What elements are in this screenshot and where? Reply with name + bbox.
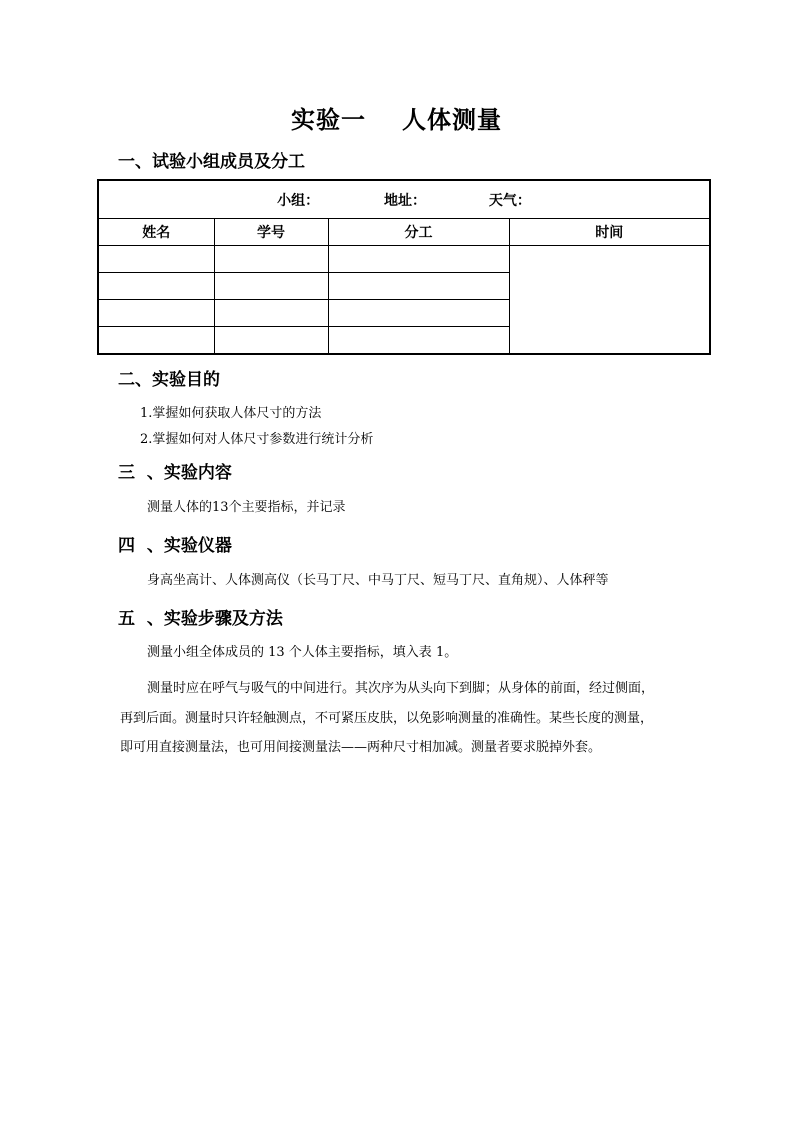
address-label: 地址： bbox=[384, 192, 426, 209]
header-division: 分工 bbox=[328, 219, 509, 246]
header-time: 时间 bbox=[509, 219, 710, 246]
header-student-id: 学号 bbox=[214, 219, 328, 246]
table-cell[interactable] bbox=[214, 327, 328, 355]
table-cell[interactable] bbox=[214, 300, 328, 327]
table-cell[interactable] bbox=[98, 327, 214, 355]
table-cell[interactable] bbox=[98, 300, 214, 327]
group-table bbox=[97, 179, 711, 355]
title-part2: 人体测量 bbox=[402, 106, 502, 134]
weather-label: 天气： bbox=[488, 192, 531, 209]
steps-paragraph-2-line-1: 测量时应在呼气与吸气的中间进行。其次序为从头向下到脚；从身体的前面，经过侧面， bbox=[147, 681, 655, 696]
table-cell[interactable] bbox=[328, 327, 509, 355]
table-cell[interactable] bbox=[214, 273, 328, 300]
steps-paragraph-2-line-3: 即可用直接测量法，也可用间接测量法——两种尺寸相加减。测量者要求脱掉外套。 bbox=[120, 740, 602, 755]
table-cell[interactable] bbox=[214, 246, 328, 273]
table-cell[interactable] bbox=[328, 246, 509, 273]
section-heading-4: 四 、实验仪器 bbox=[118, 536, 232, 556]
group-label: 小组： bbox=[277, 192, 320, 209]
header-name: 姓名 bbox=[98, 219, 214, 246]
table-cell[interactable] bbox=[98, 273, 214, 300]
section-heading-1: 一、试验小组成员及分工 bbox=[118, 152, 305, 172]
page-title bbox=[0, 100, 793, 135]
table-cell[interactable] bbox=[98, 246, 214, 273]
section-heading-5: 五 、实验步骤及方法 bbox=[118, 609, 283, 629]
purpose-item-2: 2.掌握如何对人体尺寸参数进行统计分析 bbox=[140, 432, 374, 447]
title-part1: 实验一 bbox=[291, 106, 366, 134]
section-heading-2: 二、实验目的 bbox=[118, 370, 220, 390]
table-cell[interactable] bbox=[328, 273, 509, 300]
steps-paragraph-2-line-2: 再到后面。测量时只许轻触测点，不可紧压皮肤，以免影响测量的准确性。某些长度的测量， bbox=[120, 711, 654, 726]
content-text: 测量人体的13个主要指标，并记录 bbox=[147, 500, 346, 515]
table-cell[interactable] bbox=[328, 300, 509, 327]
instruments-text: 身高坐高计、人体测高仪（长马丁尺、中马丁尺、短马丁尺、直角规）、人体秤等 bbox=[147, 573, 609, 588]
section-heading-3: 三 、实验内容 bbox=[118, 463, 232, 483]
purpose-item-1: 1.掌握如何获取人体尺寸的方法 bbox=[140, 406, 322, 421]
time-cell[interactable] bbox=[509, 246, 710, 355]
table-info-row bbox=[98, 180, 710, 219]
steps-paragraph-1: 测量小组全体成员的 13 个人体主要指标，填入表 1。 bbox=[147, 645, 458, 660]
